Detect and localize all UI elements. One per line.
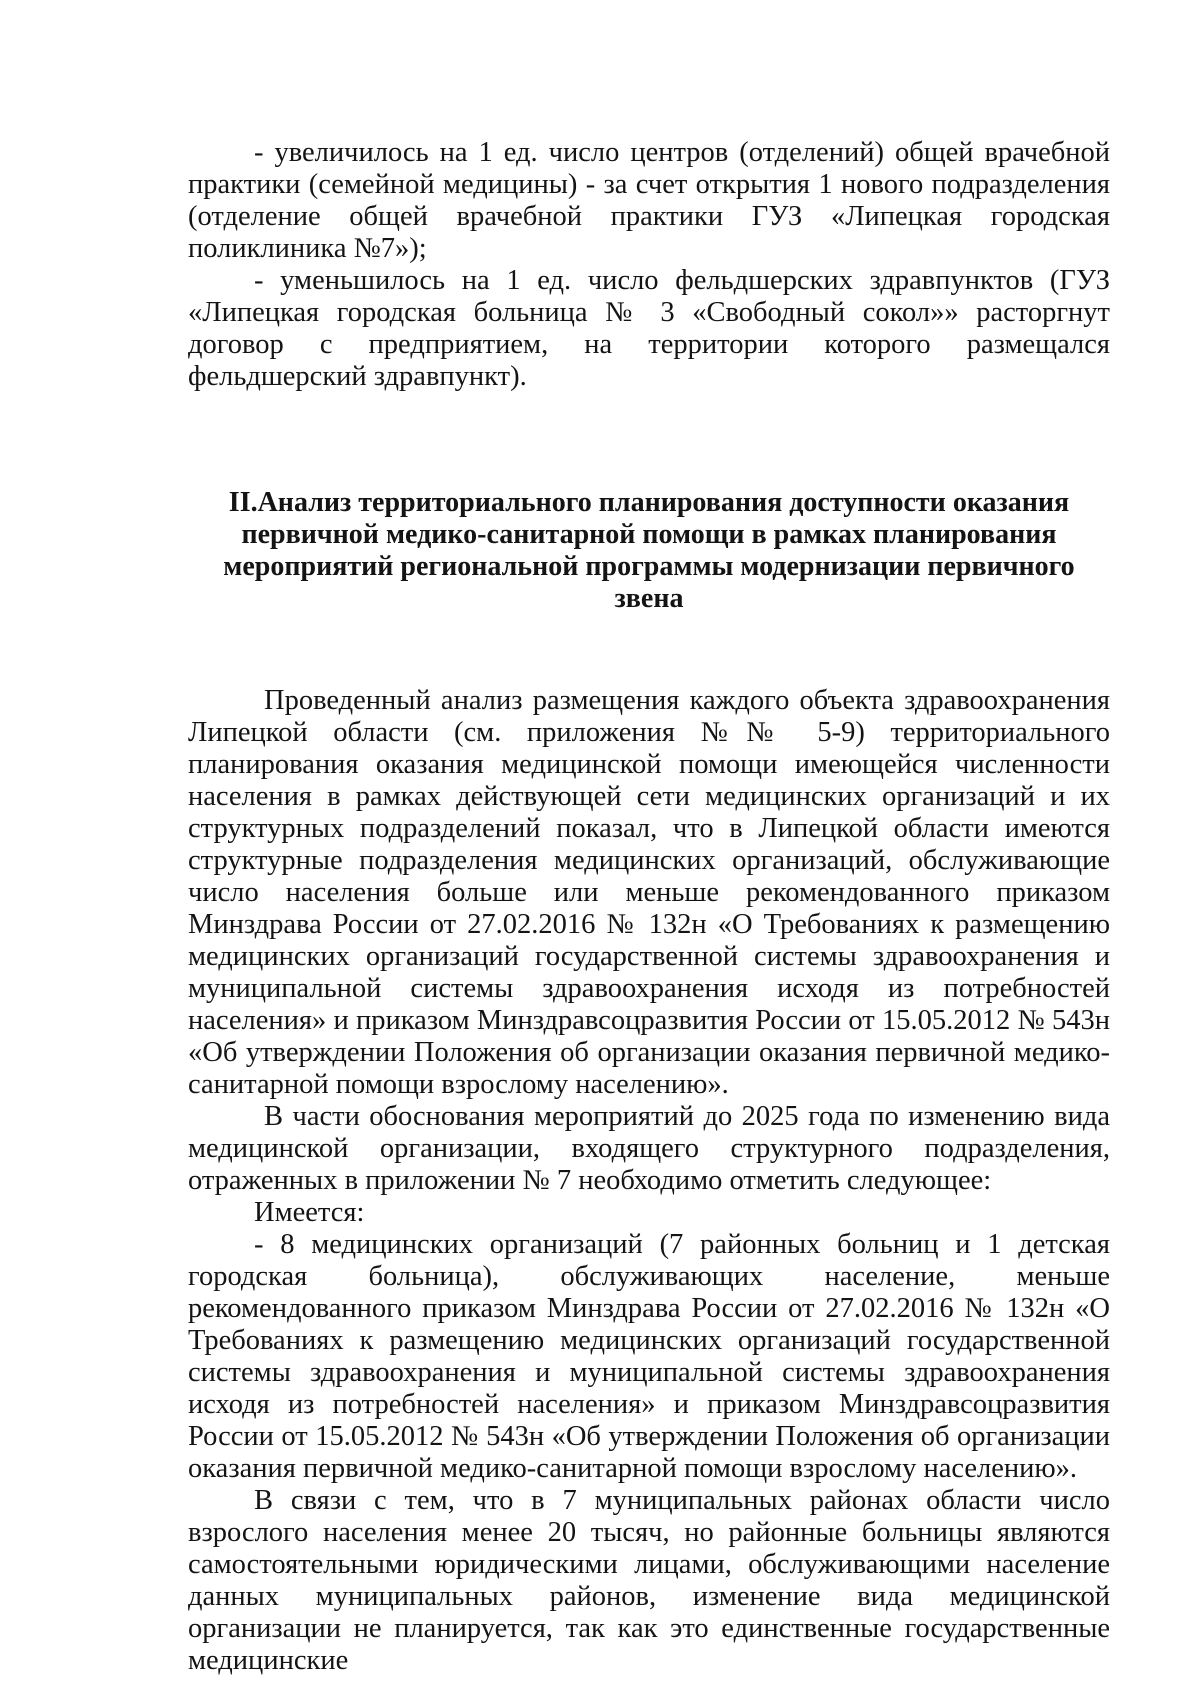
paragraph-seven-districts: В связи с тем, что в 7 муниципальных районах области число взрослого населения менее 20 тысяч, но районные больницы являются самостоятельными юридическими лицами, обслуживающими население данных муниципальных районов, изменение вида медицинской организации не планируется, так как это единственные государственные медицинские (188, 1485, 1110, 1676)
paragraph-analysis: Проведенный анализ размещения каждого объекта здравоохранения Липецкой области (см. приложения №№ 5-9) территориального планирования оказания медицинской помощи имеющейся численности населения в рамках действующей сети медицинских организаций и их структурных подразделений показал, что в Липецкой области имеются структурные подразделения медицинских организаций, обслуживающие число населения больше или меньше рекомендованного приказом Минздрава России от 27.02.2016 № 132н «О Требованиях к размещению медицинских организаций государственной системы здравоохранения и муниципальной системы здравоохранения исходя из потребностей населения» и приказом Минздравсоцразвития России от 15.05.2012 № 543н «Об утверждении Положения об организации оказания первичной медико-санитарной помощи взрослому населению». (188, 685, 1110, 1100)
section-heading-line-2: первичной медико-санитарной помощи в рамках планирования (241, 519, 1057, 550)
paragraph-eight-organizations: - 8 медицинских организаций (7 районных больниц и 1 детская городская больница), обслуживающих население, меньше рекомендованного приказом Минздрава России от 27.02.2016 № 132н «О Требованиях к размещению медицинских организаций государственной системы здравоохранения и муниципальной системы здравоохранения исходя из потребностей населения» и приказом Минздравсоцразвития России от 15.05.2012 № 543н «Об утверждении Положения об организации оказания первичной медико-санитарной помощи взрослому населению». (188, 1229, 1110, 1484)
paragraph-available: Имеется: (254, 1197, 365, 1228)
paragraph-decrease-feldsher-posts: - уменьшилось на 1 ед. число фельдшерских здравпунктов (ГУЗ «Липецкая городская больница № 3 «Свободный сокол»» расторгнут договор с предприятием, на территории которого размещался фельдшерский здравпункт). (188, 265, 1110, 392)
paragraph-increase-gp-centers: - увеличилось на 1 ед. число центров (отделений) общей врачебной практики (семейной медицины) - за счет открытия 1 нового подразделения (отделение общей врачебной практики ГУЗ «Липецкая городская поликлиника №7»); (188, 137, 1110, 264)
section-heading (188, 487, 1110, 615)
section-heading-line-3: мероприятий региональной программы модернизации первичного звена (223, 551, 1075, 614)
section-heading-line-1: II.Анализ территориального планирования доступности оказания (228, 487, 1070, 518)
document-page (188, 137, 1110, 1677)
paragraph-justification: В части обоснования мероприятий до 2025 года по изменению вида медицинской организации, входящего структурного подразделения, отраженных в приложении № 7 необходимо отметить следующее: (188, 1101, 1110, 1196)
